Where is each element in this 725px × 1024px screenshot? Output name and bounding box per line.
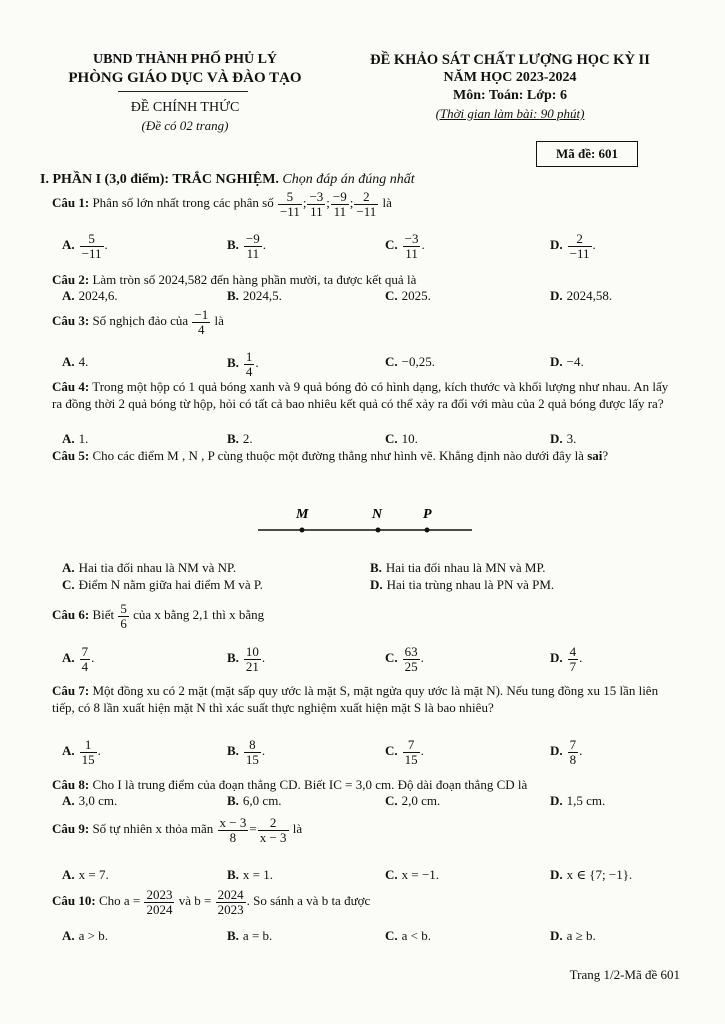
fraction-denominator: 25 — [404, 658, 418, 674]
option-text: 1,5 cm. — [566, 793, 606, 808]
option-text: x = 1. — [242, 867, 274, 882]
question-1: Câu 1: Phân số lớn nhất trong các phân số $\frac{5}{-11}$ ; $\frac{-3}{11}$ ; $\frac{-9}{11}$ ; $\frac{2}{-11}$ là — [52, 189, 392, 219]
fraction-numerator: 2024 — [217, 887, 244, 902]
header-divider — [118, 91, 248, 92]
question-tail: là — [382, 195, 392, 211]
option-letter: C. — [385, 237, 398, 253]
option-c[interactable] — [385, 288, 431, 304]
page-footer: Trang 1/2-Mã đề 601 — [569, 967, 680, 982]
option-letter: B. — [227, 867, 239, 882]
option-c[interactable] — [62, 577, 263, 593]
fraction-denominator: 7 — [569, 658, 577, 674]
fraction-numerator: x − 3 — [219, 815, 247, 830]
fraction-numerator: −9 — [245, 231, 260, 246]
option-text: 4. — [78, 354, 89, 369]
option-letter: D. — [550, 237, 563, 253]
option-letter: D. — [550, 650, 563, 666]
question-text: Làm tròn số 2024,582 đến hàng phần mười, ta được kết quả là — [92, 272, 417, 287]
q10-options — [62, 928, 672, 958]
question-label: Câu 8: — [52, 777, 90, 792]
line-figure — [250, 502, 480, 542]
option-text: a < b. — [401, 928, 431, 943]
option-a[interactable] — [62, 560, 236, 576]
fraction — [244, 350, 255, 378]
option-letter: D. — [550, 867, 563, 882]
option-text: 1. — [78, 431, 89, 446]
fraction — [244, 738, 261, 766]
fraction-numerator: 2 — [258, 816, 289, 831]
option-c[interactable] — [385, 354, 435, 370]
question-text: Cho các điểm M , N , P cùng thuộc một đường thẳng như hình vẽ. Khẳng định nào dưới đây là — [92, 448, 584, 463]
option-d[interactable]: D. $\frac{4}{7}$ . — [550, 644, 583, 674]
question-2 — [52, 271, 677, 288]
question-text: Số tự nhiên x thỏa mãn — [92, 821, 214, 837]
point-p — [425, 528, 430, 533]
option-a[interactable] — [62, 928, 108, 944]
header-authority: UBND THÀNH PHỐ PHỦ LÝ — [92, 52, 278, 67]
question-label: Câu 10: — [52, 893, 96, 909]
question-emphasis: sai — [587, 448, 603, 463]
option-b[interactable]: B. $\frac{1}{4}$ . — [227, 349, 259, 379]
option-letter: C. — [385, 288, 398, 303]
option-d[interactable]: D. $\frac{2}{-11}$ . — [550, 231, 596, 261]
option-text: 3,0 cm. — [78, 793, 118, 808]
option-d[interactable] — [550, 928, 596, 944]
fraction-denominator: 8 — [229, 829, 237, 845]
fraction-denominator: 4 — [198, 321, 205, 337]
option-text: x = −1. — [401, 867, 440, 882]
option-letter: C. — [385, 354, 398, 369]
option-letter: D. — [550, 928, 563, 943]
fraction — [80, 738, 97, 766]
question-tail: là — [292, 821, 303, 837]
question-6 — [52, 602, 677, 630]
option-letter: C. — [385, 431, 398, 446]
fraction-numerator: −1 — [194, 307, 209, 322]
fraction-denominator: −11 — [569, 245, 590, 261]
question-label: Câu 1: — [52, 195, 90, 211]
fraction — [244, 645, 261, 673]
option-text: −4. — [566, 354, 584, 369]
exam-code-box: Mã đề: 601 — [536, 141, 638, 167]
fraction-numerator: 2 — [568, 232, 592, 247]
option-b[interactable] — [227, 431, 253, 447]
option-text: Hai tia đối nhau là NM và NP. — [78, 560, 237, 575]
fraction-denominator: 11 — [246, 245, 260, 261]
option-d[interactable] — [370, 577, 554, 593]
question-9: Câu 9: Số tự nhiên x thỏa mãn $\frac{x - 3}{8}$ = $\frac{2}{x - 3}$ là — [52, 815, 303, 845]
option-letter: A. — [62, 237, 75, 253]
option-letter: C. — [62, 577, 75, 592]
question-label: Câu 6: — [52, 607, 90, 623]
option-letter: C. — [385, 650, 398, 666]
question-label: Câu 5: — [52, 448, 90, 463]
page-count-note: (Đề có 02 trang) — [141, 118, 229, 133]
option-letter: C. — [385, 928, 398, 943]
option-letter: A. — [62, 867, 75, 882]
fraction-numerator: 7 — [569, 737, 577, 752]
question-text: . So sánh a và b ta được — [246, 893, 371, 909]
fraction-numerator: 8 — [244, 738, 261, 753]
fraction-numerator: 7 — [81, 644, 89, 659]
option-text: x ∈ {7; −1}. — [566, 867, 633, 882]
header-department: PHÒNG GIÁO DỤC VÀ ĐÀO TẠO — [68, 70, 302, 86]
option-b[interactable] — [227, 867, 273, 883]
fraction-numerator: 1 — [245, 349, 253, 364]
fraction-numerator: 5 — [80, 232, 104, 247]
fraction — [331, 190, 349, 218]
option-text: −0,25. — [401, 354, 435, 369]
fraction-denominator: −11 — [356, 203, 377, 219]
fraction — [218, 816, 249, 844]
subject-grade: Môn: Toán: Lớp: 6 — [453, 88, 567, 103]
fraction-numerator: 1 — [80, 738, 97, 753]
option-text: a = b. — [242, 928, 273, 943]
fraction-denominator: 4 — [245, 363, 253, 379]
option-b[interactable]: B. $\frac{8}{15}$ . — [227, 737, 266, 767]
option-text: Hai tia đối nhau là MN và MP. — [385, 560, 546, 575]
fraction-numerator: −3 — [404, 231, 419, 246]
option-text: 10. — [401, 431, 418, 446]
question-label: Câu 4: — [52, 379, 90, 394]
option-d[interactable] — [550, 867, 632, 883]
question-label: Câu 2: — [52, 272, 90, 287]
section-instruction: Chọn đáp án đúng nhất — [282, 172, 415, 187]
time-limit: (Thời gian làm bài: 90 phút) — [435, 106, 585, 121]
fraction-denominator: 6 — [120, 615, 127, 631]
question-text: Phân số lớn nhất trong các phân số — [92, 195, 274, 211]
option-letter: A. — [62, 743, 75, 759]
question-tail: là — [214, 313, 224, 329]
fraction — [80, 645, 91, 673]
fraction-denominator: −11 — [279, 203, 300, 219]
fraction-numerator: 5 — [278, 190, 302, 205]
fraction-numerator: 4 — [569, 644, 577, 659]
option-letter: B. — [227, 288, 239, 303]
option-a[interactable] — [62, 793, 117, 809]
question-text: Một đồng xu có 2 mặt (mặt sấp quy ước là mặt S, mặt ngửa quy ước là mặt N). Nếu tung đồng xu 15 lần liên tiếp, có 8 lần xuất hiện mặt N thì xác suất thực nghiệm xuất hiện mặt S là bao nhiêu? — [52, 683, 659, 715]
option-letter: D. — [550, 288, 563, 303]
option-a[interactable] — [62, 354, 88, 370]
fraction — [568, 738, 579, 766]
option-a[interactable]: A. $\frac{1}{15}$ . — [62, 737, 101, 767]
q6-options — [62, 645, 672, 675]
question-text: Số nghịch đảo của — [92, 313, 189, 329]
point-m — [300, 528, 305, 533]
option-text: x = 7. — [78, 867, 109, 882]
fraction-denominator: 8 — [569, 751, 577, 767]
option-c[interactable] — [385, 793, 440, 809]
fraction-denominator: −11 — [81, 245, 102, 261]
fraction-denominator: 11 — [333, 203, 347, 219]
option-text: 2024,6. — [78, 288, 118, 303]
option-letter: A. — [62, 431, 75, 446]
question-label: Câu 9: — [52, 821, 90, 837]
option-letter: B. — [227, 237, 239, 253]
fraction-denominator: 11 — [405, 245, 418, 261]
fraction-denominator: 4 — [81, 658, 89, 674]
option-letter: D. — [550, 743, 563, 759]
option-letter: B. — [227, 743, 239, 759]
option-b[interactable] — [227, 793, 282, 809]
option-a[interactable] — [62, 288, 118, 304]
fraction-denominator: 11 — [310, 203, 323, 219]
question-text: Trong một hộp có 1 quả bóng xanh và 9 quả bóng đỏ có hình dạng, kích thước và khối lượng như nhau. An lấy ra đồng thời 2 quả bóng từ hộp, hỏi có tất cả bao nhiêu kết quả có thể xảy ra đối với màu của 2 quả bóng được lấy ra? — [52, 379, 669, 411]
option-text: 3. — [566, 431, 577, 446]
option-b[interactable] — [227, 928, 272, 944]
fraction-denominator: 21 — [245, 658, 259, 674]
question-text: Cho a = — [98, 893, 141, 909]
option-a[interactable] — [62, 867, 109, 883]
fraction — [403, 738, 420, 766]
label-n: N — [372, 507, 383, 522]
question-4 — [52, 378, 677, 412]
fraction-numerator: 2 — [354, 190, 378, 205]
option-letter: C. — [385, 867, 398, 882]
question-tail: ? — [602, 448, 609, 463]
option-c[interactable] — [385, 431, 418, 447]
option-letter: C. — [385, 793, 398, 808]
option-d[interactable] — [550, 354, 584, 370]
fraction — [216, 888, 246, 916]
label-p: P — [423, 507, 432, 522]
question-text: của x bằng 2,1 thì x bằng — [133, 607, 265, 623]
option-b[interactable]: B. $\frac{-9}{11}$ . — [227, 231, 267, 261]
option-letter: D. — [550, 793, 563, 808]
option-a[interactable] — [62, 431, 88, 447]
question-text: và b = — [178, 893, 212, 909]
option-letter: A. — [62, 928, 75, 943]
q1-options — [62, 232, 672, 262]
question-label: Câu 7: — [52, 683, 90, 698]
option-letter: A. — [62, 288, 75, 303]
option-b[interactable]: B. $\frac{10}{21}$ . — [227, 644, 266, 674]
option-text: 2024,5. — [242, 288, 282, 303]
option-c[interactable] — [385, 928, 431, 944]
option-letter: A. — [62, 560, 75, 575]
option-b[interactable] — [227, 288, 282, 304]
option-d[interactable]: D. $\frac{7}{8}$ . — [550, 737, 583, 767]
option-letter: A. — [62, 650, 75, 666]
fraction-numerator: −9 — [332, 189, 347, 204]
option-text: a > b. — [78, 928, 108, 943]
option-text: 2025. — [401, 288, 431, 303]
fraction-numerator: 10 — [245, 644, 259, 659]
option-text: 2,0 cm. — [401, 793, 441, 808]
option-text: 6,0 cm. — [242, 793, 282, 808]
option-d[interactable] — [550, 288, 612, 304]
fraction — [278, 190, 302, 218]
fraction — [403, 645, 420, 673]
fraction-numerator: 63 — [404, 644, 418, 659]
option-text: 2024,58. — [566, 288, 613, 303]
fraction-numerator: 5 — [120, 601, 127, 616]
fraction — [192, 308, 210, 336]
fraction — [403, 232, 421, 260]
option-letter: A. — [62, 354, 75, 369]
option-letter: D. — [550, 354, 563, 369]
fraction — [568, 232, 592, 260]
question-10 — [52, 888, 677, 916]
option-text: Điểm N nằm giữa hai điểm M và P. — [78, 577, 263, 592]
option-letter: C. — [385, 743, 398, 759]
question-text: Cho I là trung điểm của đoạn thẳng CD. Biết IC = 3,0 cm. Độ dài đoạn thẳng CD là — [92, 777, 528, 792]
option-text: 2. — [242, 431, 253, 446]
option-letter: B. — [227, 431, 239, 446]
fraction — [80, 232, 104, 260]
q3-options — [62, 350, 672, 380]
option-d[interactable] — [550, 793, 605, 809]
option-c[interactable]: C. $\frac{63}{25}$ . — [385, 644, 424, 674]
question-8 — [52, 776, 677, 793]
option-a[interactable]: A. $\frac{5}{-11}$ . — [62, 231, 108, 261]
option-letter: B. — [370, 560, 382, 575]
fraction — [118, 602, 129, 630]
fraction — [307, 190, 325, 218]
fraction-numerator: 2023 — [146, 887, 173, 902]
fraction-denominator: 15 — [81, 751, 95, 767]
fraction-denominator: 2024 — [146, 901, 173, 917]
fraction — [354, 190, 378, 218]
option-letter: B. — [227, 928, 239, 943]
exam-title: ĐỀ KHẢO SÁT CHẤT LƯỢNG HỌC KỲ II — [370, 52, 650, 68]
fraction-denominator: 15 — [245, 751, 259, 767]
option-c[interactable] — [385, 867, 439, 883]
point-n — [376, 528, 381, 533]
question-7 — [52, 682, 677, 716]
option-letter: D. — [370, 577, 383, 592]
option-letter: B. — [227, 793, 239, 808]
fraction — [144, 888, 174, 916]
question-text: Biết — [92, 607, 115, 623]
option-a[interactable]: A. $\frac{7}{4}$ . — [62, 644, 95, 674]
fraction-numerator: −3 — [309, 189, 324, 204]
option-letter: B. — [227, 650, 239, 666]
option-c[interactable]: C. $\frac{-3}{11}$ . — [385, 231, 425, 261]
fraction-denominator: x − 3 — [259, 829, 287, 845]
section-heading — [40, 172, 415, 188]
q7-options — [62, 738, 672, 768]
fraction — [568, 645, 579, 673]
official-label: ĐỀ CHÍNH THỨC — [130, 100, 240, 115]
fraction-denominator: 15 — [404, 751, 418, 767]
option-letter: D. — [550, 431, 563, 446]
fraction-numerator: 7 — [403, 738, 420, 753]
option-b[interactable] — [370, 560, 546, 576]
question-3 — [52, 308, 677, 336]
fraction — [258, 816, 289, 844]
section-title: I. PHẦN I (3,0 điểm): TRẮC NGHIỆM. — [40, 172, 279, 187]
label-m: M — [296, 507, 309, 522]
question-label: Câu 3: — [52, 313, 90, 329]
option-d[interactable] — [550, 431, 576, 447]
question-5 — [52, 447, 677, 464]
option-letter: B. — [227, 355, 239, 371]
option-letter: A. — [62, 793, 75, 808]
fraction — [244, 232, 262, 260]
school-year: NĂM HỌC 2023-2024 — [443, 70, 577, 85]
option-text: Hai tia trùng nhau là PN và PM. — [386, 577, 555, 592]
option-c[interactable]: C. $\frac{7}{15}$ . — [385, 737, 424, 767]
fraction-denominator: 2023 — [217, 901, 244, 917]
option-text: a ≥ b. — [566, 928, 596, 943]
